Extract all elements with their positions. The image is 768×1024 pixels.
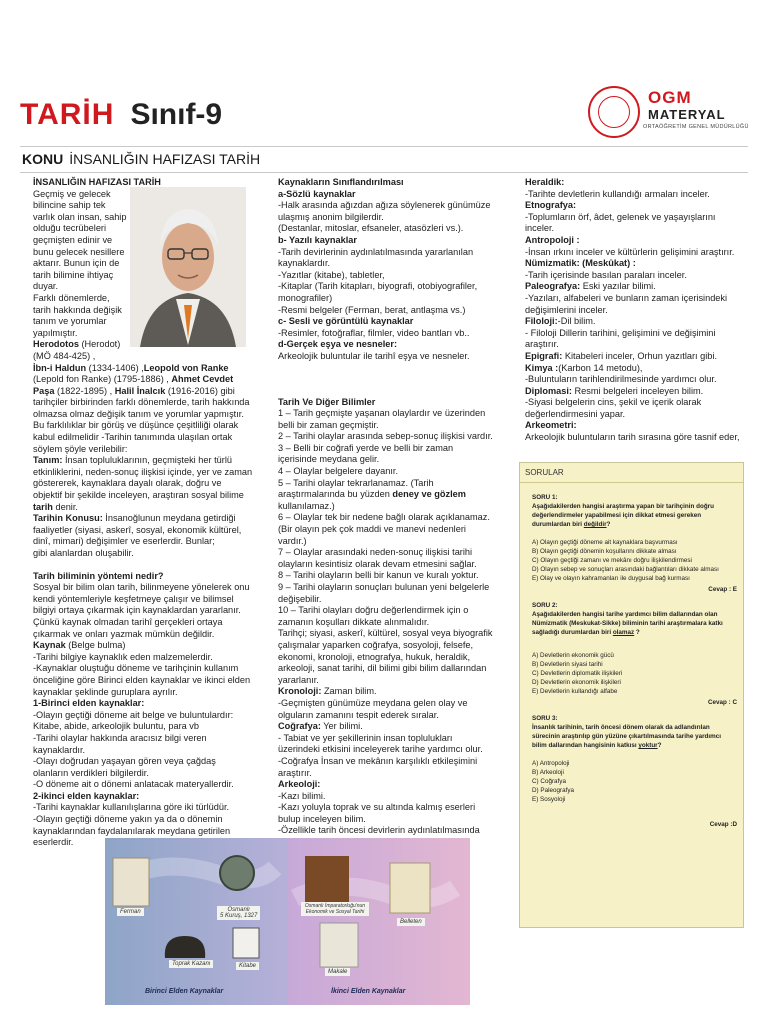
list-line: B) Arkeoloji bbox=[532, 769, 564, 776]
label-belleten: Belleten bbox=[397, 918, 425, 926]
list-line: D) Devletlerin ekonomik ilişkileri bbox=[532, 679, 621, 686]
label-para: Osmanlı 5 Kuruş, 1327 bbox=[217, 906, 260, 920]
title-grade: Sınıf-9 bbox=[130, 98, 223, 131]
section-heading: 2-ikinci elden kaynaklar: bbox=[33, 790, 140, 801]
list bbox=[525, 189, 747, 201]
intro-line: tarih bilimine ihtiyaç bbox=[33, 269, 114, 280]
section-heading: İNSANLIĞIN HAFIZASI TARİH bbox=[33, 177, 161, 187]
list-line: - Filoloji Dillerin tarihini, gelişimini ve değişimini araştırır. bbox=[525, 327, 716, 350]
list bbox=[525, 270, 747, 282]
list-line: -Olayı doğrudan yaşayan gören veya çağdaş olanların verdikleri bilgilerdir. bbox=[33, 756, 216, 778]
list-line: -Siyasi belgelerin cins, şekil ve içerik olarak değerlendirmesini yapar. bbox=[525, 397, 702, 419]
list bbox=[278, 351, 494, 363]
list-line: -Yazıları, alfabeleri ve bunların zaman içerisindeki değişimlerini inceler. bbox=[525, 292, 728, 315]
paragraph: Sosyal bir bilim olan tarih, bilinmeyene yönelerek onu kendi yöntemleriyle keşfetmeye çalışır ve bilimsel bilgiyi ortaya çıkarmak için kaynaklardan yararlanır. Çünkü kaynak olmadan tarihî gerçekleri ortaya çıkarmak ve onları yazmak mümkün değildir. bbox=[33, 582, 250, 639]
list-line: 1 – Tarih geçmişte yaşanan olaylardır ve üzerinden belli bir zaman geçmiştir. bbox=[278, 408, 486, 430]
paragraph: Tarihin Konusu: İnsanoğlunun meydana getirdiği faaliyetler (siyasi, askerî, sosyal, ekonomik kültürel, dinî, mimari) değişimler ve eserlerdir. Bunlar; bbox=[33, 513, 242, 547]
list-line: -Tarihi bilgiye kaynaklık eden malzemelerdir. bbox=[33, 651, 213, 662]
title-subject: TARİH bbox=[20, 98, 115, 131]
list bbox=[525, 293, 747, 316]
list-line: Arkeolojik buluntular ile tarihî eşya ve nesneler. bbox=[278, 350, 470, 361]
intro-text bbox=[33, 189, 253, 340]
list-line: 10 – Tarihi olayları doğru değerlendirmek için o zamanın koşulları dikkate alınmalıdır. bbox=[278, 605, 469, 627]
label-toprak: Toprak Kazanı bbox=[169, 960, 213, 968]
section-heading: a-Sözlü kaynaklar bbox=[278, 188, 356, 199]
paragraph: (MÖ 484-425) , bbox=[33, 350, 96, 361]
topic-line bbox=[22, 151, 260, 167]
list-line: -O döneme ait o dönemi anlatacak materyallerdir. bbox=[33, 779, 234, 790]
answer: Cevap : C bbox=[707, 699, 737, 706]
list-line: 4 – Olaylar belgelere dayanır. bbox=[278, 466, 399, 477]
list-line: -Olayın geçtiği döneme yakın ya da o dönemin kaynaklarından faydalanılarak meydana getirilen eserlerdir. bbox=[33, 814, 231, 848]
paragraph: Coğrafya: Yer bilimi. bbox=[278, 721, 363, 732]
option-list bbox=[532, 538, 737, 583]
topic-value: İNSANLIĞIN HAFIZASI TARİH bbox=[69, 151, 261, 167]
ogm-logo bbox=[588, 86, 758, 140]
question-label: SORU 1: bbox=[532, 494, 558, 501]
intro-line: Farklı dönemlerde, bbox=[33, 292, 110, 303]
intro-line: olduğu tecrübeleri bbox=[33, 223, 107, 234]
section-heading: 1-Birinci elden kaynaklar: bbox=[33, 698, 145, 709]
list bbox=[525, 432, 747, 444]
intro-line: varlık olan insan, sahip bbox=[33, 211, 127, 222]
list-line: -Resmi belgeler (Ferman, berat, antlaşma vs.) bbox=[278, 304, 466, 315]
question-2 bbox=[532, 601, 737, 707]
list bbox=[33, 710, 253, 791]
intro-line: yapılmıştır. bbox=[33, 327, 78, 338]
question-text: İnsanlık tarihinin, tarih öncesi dönem olarak da adlandırılan sürecinin araştırılıp gün yüzüne çıkartılmasında tarihe yardımcı bilim dallarından hangisinin katkısı yoktur? bbox=[532, 724, 721, 749]
list bbox=[525, 374, 747, 386]
list bbox=[525, 212, 747, 235]
intro-line: aktarır. Bunun için de bbox=[33, 258, 120, 269]
answer: Cevap :D bbox=[709, 821, 737, 828]
option-list bbox=[532, 651, 737, 696]
list-line: A) Devletlerin ekonomik gücü bbox=[532, 652, 614, 659]
question-text: Aşağıdakilerden hangisi tarihe yardımcı bilim dallarından olan Nümizmatik (Meskukat-Sikke) biliminin tarihi araştırmalara katkı sağladığı durumlardan biri olamaz ? bbox=[532, 611, 723, 636]
list-line: B) Olayın geçtiği dönemin koşullarını dikkate alması bbox=[532, 548, 677, 555]
list-line: -Özellikle tarih öncesi devirlerin aydınlatılmasında bbox=[278, 825, 480, 836]
caption-second-hand: İkinci Elden Kaynaklar bbox=[331, 988, 406, 995]
divider bbox=[20, 146, 748, 147]
list-line: -Kazı yoluyla toprak ve su altında kalmış eserleri bulup inceleyen bilim. bbox=[278, 802, 476, 824]
paragraph: Kimya :(Karbon 14 metodu), bbox=[525, 362, 643, 373]
label-kitap: Osmanlı İmparatorluğu'nun Ekonomik ve Sosyal Tarihi bbox=[301, 902, 369, 916]
paragraph: Herodotos (Herodot) bbox=[33, 339, 121, 350]
paragraph: Filoloji:-Dil bilim. bbox=[525, 316, 596, 327]
section-heading: Arkeoloji: bbox=[278, 779, 321, 790]
intro-line: tarih hakkında değişik bbox=[33, 304, 122, 315]
list bbox=[525, 247, 747, 259]
intro-line: tanım ve yorumlar bbox=[33, 316, 107, 327]
list-line: C) Olayın geçtiği zamanı ve mekânı doğru ilişkilendirmesi bbox=[532, 557, 692, 564]
list-line: 5 – Tarihi olaylar tekrarlanamaz. (Tarih araştırmalarında bu yüzden deney ve gözlem kullanılamaz.) bbox=[278, 477, 466, 511]
list-line: -Geçmişten günümüze meydana gelen olay ve olguların zamanını tespit ederek sıralar. bbox=[278, 697, 468, 720]
list-line: C) Devletlerin diplomatik ilişkileri bbox=[532, 670, 623, 677]
label-makale: Makale bbox=[325, 968, 350, 976]
list bbox=[525, 397, 747, 420]
intro-line: Geçmiş ve gelecek bbox=[33, 188, 111, 199]
paragraph: İbn-i Haldun (1334-1406) ,Leopold von Ranke (Lepold fon Ranke) (1795-1886) , Ahmet Cevdet Paşa (1822-1895) , Halil İnalcık (1916-2016) gibi tarihçiler birbirinden farklı dönemlerde, tarih hakkında olmazsa olmaz değişik tanım ve yorumlar yapmıştır. Bu farklılıklar bir görüş ve düşünce çeşitliliği olarak kabul edilmelidir -Tarihin tanımında ulaşılan ortak söylem şöyle verilebilir: bbox=[33, 362, 250, 454]
list bbox=[278, 698, 494, 721]
list-line: B) Devletlerin siyasi tarihi bbox=[532, 661, 603, 668]
list-line: -Buluntuların tarihlendirilmesinde yardımcı olur. bbox=[525, 374, 717, 385]
list-line: -Yazıtlar (kitabe), tabletler, bbox=[278, 269, 385, 280]
section-heading: Arkeometri: bbox=[525, 420, 577, 431]
option-list bbox=[532, 759, 737, 804]
list-line: C) Coğrafya bbox=[532, 778, 566, 785]
list bbox=[278, 512, 494, 686]
list-line: 9 – Tarihi olayların sonuçları bulunan yeni belgelerle değişebilir. bbox=[278, 582, 490, 604]
list-line: -Kazı bilimi. bbox=[278, 790, 326, 801]
paragraph: Tanım: İnsan topluluklarının, geçmişteki her türlü etkinliklerini, neden-sonuç ilişkisi içinde, yer ve zaman göstererek, kaynaklara dayalı olarak, doğru ve objektif bir şekilde inceleyen, araştıran sosyal bilime tarih denir. bbox=[33, 455, 253, 512]
section-heading: Etnografya: bbox=[525, 200, 577, 211]
list-line: Tarihçi; siyasi, askerî, kültürel, sosyal veya biyografik çalışmalar yaparken coğrafya, sosyoloji, felsefe, ekonomi, kronoloji, etnografya, hukuk, heraldik, arkeoloji, sanat tarihi, dil bilimi gibi bilim dallarından yararlanır. bbox=[278, 628, 493, 685]
logo-ogm: OGM bbox=[648, 88, 692, 107]
section-heading: c- Sesli ve görüntülü kaynaklar bbox=[278, 316, 414, 327]
list-line: -Tarih devirlerinin aydınlatılmasında yararlanılan kaynaklardır. bbox=[278, 246, 474, 269]
list-line: -Resimler, fotoğraflar, filmler, video bantları vb.. bbox=[278, 327, 470, 338]
paragraph: Epigrafi: Kitabeleri inceler, Orhun yazıtları gibi. bbox=[525, 350, 717, 361]
list-line: -Kaynaklar oluştuğu döneme ve tarihçinin kullanım önceliğine göre Birinci elden kaynaklar ve ikinci elden kaynaklar şeklinde guruplara ayrılır. bbox=[33, 663, 251, 697]
question-3 bbox=[532, 714, 737, 829]
list bbox=[278, 247, 494, 317]
list-line: (Destanlar, mitoslar, efsaneler, atasözleri vs.). bbox=[278, 223, 464, 234]
column-1 bbox=[33, 177, 253, 849]
section-heading: Nümizmatik: (Meskûkat) : bbox=[525, 258, 636, 269]
list-line: -Tarihi kaynaklar kullanılışlarına göre iki türlüdür. bbox=[33, 802, 230, 813]
question-label: SORU 3: bbox=[532, 715, 558, 722]
list-line: -Tarihi olaylar hakkında aracısız bilgi veren kaynaklardır. bbox=[33, 732, 207, 755]
paragraph: Kronoloji: Zaman bilim. bbox=[278, 686, 377, 697]
divider bbox=[20, 172, 748, 173]
sources-illustration bbox=[105, 838, 470, 1005]
list bbox=[33, 652, 253, 698]
list-line: 7 – Olaylar arasındaki neden-sonuç ilişkisi tarihi olayların kesintisiz olarak devam etmesini sağlar. bbox=[278, 547, 477, 569]
list-line: 6 – Olaylar tek bir nedene bağlı olarak açıklanamaz. (Bir olayın pek çok maddi ve manevi nedenleri vardır.) bbox=[278, 512, 490, 546]
paragraph: Kaynak (Belge bulma) bbox=[33, 640, 126, 651]
paragraph: gibi alanlardan oluşabilir. bbox=[33, 548, 134, 558]
question-label: SORU 2: bbox=[532, 602, 558, 609]
column-3 bbox=[525, 177, 747, 444]
section-heading: Heraldik: bbox=[525, 177, 565, 187]
questions-heading: SORULAR bbox=[520, 463, 743, 483]
list-line: 2 – Tarihi olaylar arasında sebep-sonuç ilişkisi vardır. bbox=[278, 431, 493, 442]
list-line: 3 – Belli bir coğrafi yerde ve belli bir zaman içerisinde meydana gelir. bbox=[278, 442, 454, 465]
list-line: -Coğrafya İnsan ve mekânın karşılıklı etkileşimini araştırır. bbox=[278, 755, 478, 778]
list-line: E) Olay ve olayın kahramanları ile duygusal bağ kurması bbox=[532, 575, 690, 582]
list bbox=[278, 408, 494, 512]
list bbox=[278, 200, 494, 235]
question-1 bbox=[532, 493, 737, 594]
list-line: -Olayın geçtiği döneme ait belge ve buluntulardır: Kitabe, abide, arkeolojik buluntu, para vb bbox=[33, 709, 234, 732]
list-line: -Toplumların örf, âdet, gelenek ve yaşayışlarını inceler. bbox=[525, 211, 716, 234]
section-heading: Tarih Ve Diğer Bilimler bbox=[278, 396, 376, 407]
column-2 bbox=[278, 177, 494, 849]
list-line: A) Antropoloji bbox=[532, 760, 570, 767]
list-line: Arkeolojik buluntuların tarih sırasına göre tasnif eder, bbox=[525, 432, 740, 443]
list-line: - Tabiat ve yer şekillerinin insan toplulukları üzerindeki etkisini inceleyerek tarihe yardımcı olur. bbox=[278, 732, 483, 755]
logo-sub: ORTAÖĞRETİM GENEL MÜDÜRLÜĞÜ bbox=[643, 124, 749, 130]
list-line: D) Paleografya bbox=[532, 787, 574, 794]
topic-label: KONU bbox=[22, 151, 64, 167]
section-heading: Kaynakların Sınıflandırılması bbox=[278, 177, 404, 187]
question-text: Aşağıdakilerden hangisi araştırma yapan bir tarihçinin doğru değerlendirmeler yapabilmesi için dikkat etmesi gereken durumlardan biri değildir? bbox=[532, 503, 714, 528]
list-line: -Tarihte devletlerin kullandığı armaları inceler. bbox=[525, 188, 710, 199]
list-line: E) Sosyoloji bbox=[532, 796, 566, 803]
logo-materyal: MATERYAL bbox=[648, 107, 726, 122]
list-line: -İnsan ırkını inceler ve kültürlerin gelişimini araştırır. bbox=[525, 246, 735, 257]
questions-box bbox=[519, 462, 744, 928]
list-line: -Halk arasında ağızdan ağıza söylenerek günümüze ulaşmış anonim bilgilerdir. bbox=[278, 200, 491, 222]
meb-seal-icon bbox=[588, 86, 640, 138]
section-heading: Tarih biliminin yöntemi nedir? bbox=[33, 570, 164, 581]
answer: Cevap : E bbox=[708, 586, 737, 593]
caption-first-hand: Birinci Elden Kaynaklar bbox=[145, 988, 224, 995]
list bbox=[525, 328, 747, 351]
section-heading: d-Gerçek eşya ve nesneler: bbox=[278, 339, 397, 350]
list-line: -Tarih içerisinde basılan paraları inceler. bbox=[525, 269, 687, 280]
paragraph: Diplomasi: Resmi belgeleri inceleyen bilim. bbox=[525, 385, 704, 396]
list bbox=[278, 328, 494, 340]
list-line: D) Olayın sebep ve sonuçları arasındaki bağlantıları dikkate alması bbox=[532, 566, 719, 573]
list-line: A) Olayın geçtiği döneme ait kaynaklara başvurması bbox=[532, 539, 678, 546]
questions-area bbox=[532, 493, 737, 829]
label-kitabe: Kitabe bbox=[236, 962, 259, 970]
list bbox=[278, 733, 494, 779]
intro-line: bunu gelecek nesillere bbox=[33, 246, 125, 257]
intro-line: bilincine sahip tek bbox=[33, 200, 106, 211]
list-line: 8 – Tarihi olayların belli bir kanun ve kuralı yoktur. bbox=[278, 570, 479, 581]
page-title bbox=[20, 98, 222, 132]
list-line: E) Devletlerin kullandığı alfabe bbox=[532, 688, 618, 695]
section-heading: b- Yazılı kaynaklar bbox=[278, 234, 357, 245]
intro-line: duyar. bbox=[33, 281, 59, 292]
list-line: -Kitaplar (Tarih kitapları, biyografi, otobiyografiler, monografiler) bbox=[278, 281, 478, 303]
paragraph: Paleografya: Eski yazılar bilimi. bbox=[525, 281, 656, 292]
intro-line: geçmişten edinir ve bbox=[33, 234, 113, 245]
section-heading: Antropoloji : bbox=[525, 234, 580, 245]
label-ferman: Ferman bbox=[117, 908, 144, 916]
